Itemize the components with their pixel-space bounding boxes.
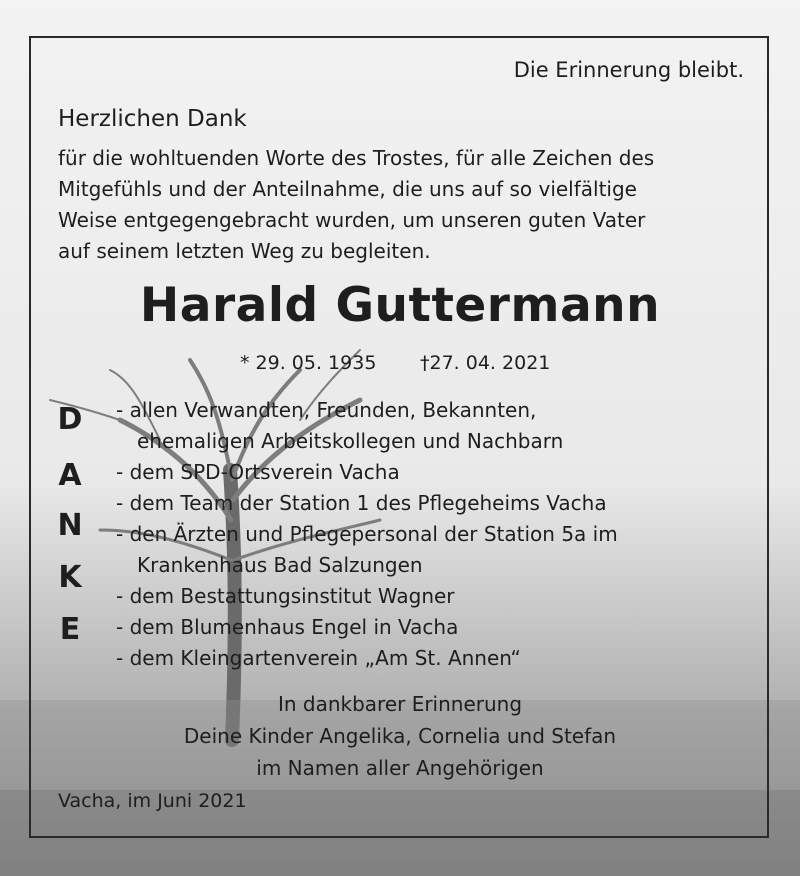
- paragraph-line: Weise entgegengebracht wurden, um unseren guten Vater: [58, 208, 646, 232]
- thanks-line: - dem Team der Station 1 des Pflegeheims Vacha: [116, 491, 607, 515]
- danke-letter: A: [58, 458, 82, 493]
- paragraph-line: für die wohltuenden Worte des Trostes, für alle Zeichen des: [58, 146, 655, 170]
- thanks-line: ehemaligen Arbeitskollegen und Nachbarn: [137, 429, 564, 453]
- place-date: Vacha, im Juni 2021: [58, 790, 247, 812]
- deceased-name: Harald Guttermann: [139, 278, 661, 333]
- birth-date: * 29. 05. 1935: [240, 352, 377, 374]
- danke-letter: N: [57, 508, 83, 543]
- thanks-line: - allen Verwandten, Freunden, Bekannten,: [116, 398, 537, 422]
- thanks-line: - den Ärzten und Pflegepersonal der Station 5a im: [116, 522, 618, 546]
- thanks-line: - dem SPD-Ortsverein Vacha: [116, 460, 400, 484]
- heading: Herzlichen Dank: [58, 106, 247, 132]
- signature-line: In dankbarer Erinnerung: [277, 692, 523, 716]
- signature-line: im Namen aller Angehörigen: [256, 756, 544, 780]
- thanks-line: Krankenhaus Bad Salzungen: [137, 553, 423, 577]
- death-date: †27. 04. 2021: [420, 352, 551, 374]
- thanks-line: - dem Blumenhaus Engel in Vacha: [116, 615, 459, 639]
- paragraph-line: Mitgefühls und der Anteilnahme, die uns auf so vielfältige: [58, 177, 637, 201]
- signature-line: Deine Kinder Angelika, Cornelia und Stefan: [183, 724, 617, 748]
- danke-letter: K: [58, 560, 82, 595]
- danke-letter: D: [57, 402, 83, 437]
- thanks-line: - dem Bestattungsinstitut Wagner: [116, 584, 455, 608]
- paragraph-line: auf seinem letzten Weg zu begleiten.: [58, 239, 431, 263]
- thanks-line: - dem Kleingartenverein „Am St. Annen“: [116, 646, 521, 670]
- motto: Die Erinnerung bleibt.: [513, 58, 744, 82]
- danke-letter: E: [59, 612, 81, 647]
